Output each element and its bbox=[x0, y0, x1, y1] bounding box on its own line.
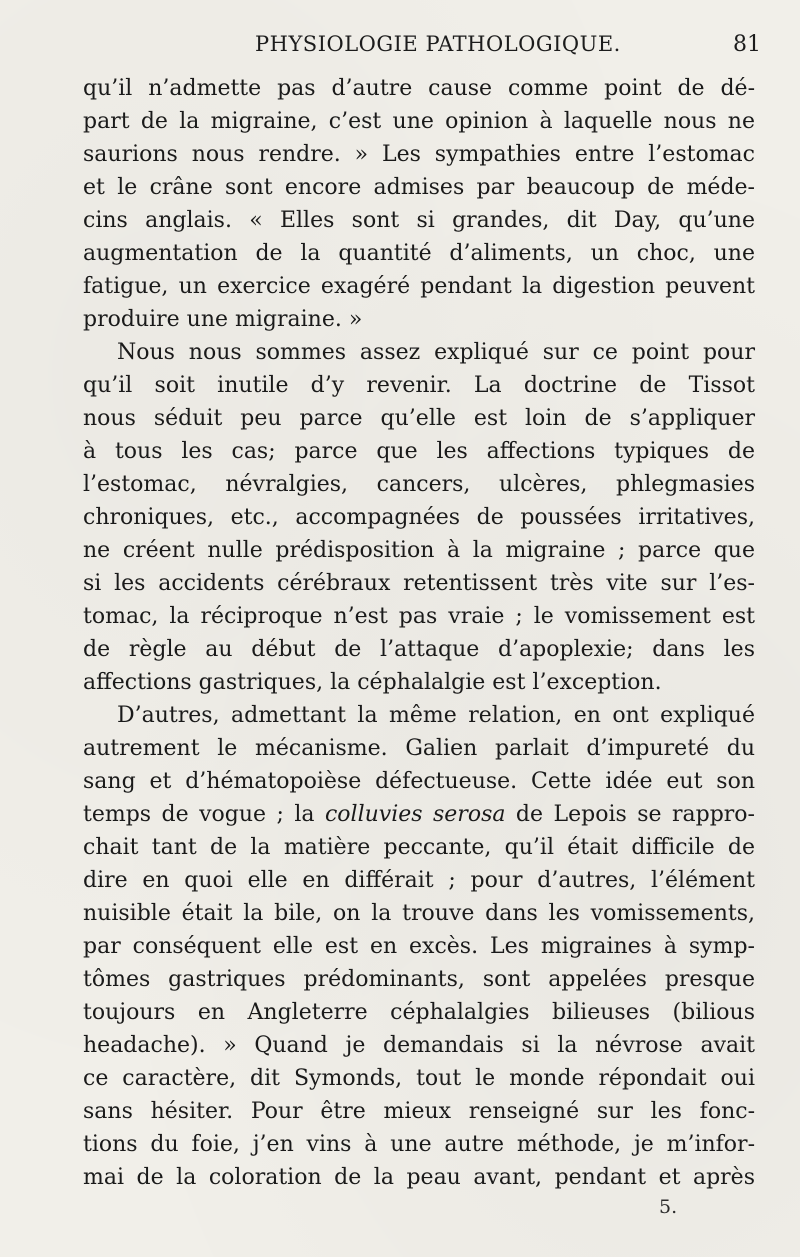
text-line: augmentation de la quantité d’aliments, un choc, une bbox=[83, 241, 755, 266]
running-title: PHYSIOLOGIE PATHOLOGIQUE. bbox=[255, 32, 621, 56]
text-line: fatigue, un exercice exagéré pendant la digestion peuvent bbox=[83, 274, 755, 299]
text-line: sang et d’hématopoièse défectueuse. Cette idée eut son bbox=[83, 769, 755, 794]
text-line: autrement le mécanisme. Galien parlait d’impureté du bbox=[83, 736, 755, 761]
text-line: de règle au début de l’attaque d’apoplexie; dans les bbox=[83, 637, 755, 662]
text-line: nous séduit peu parce qu’elle est loin de s’appliquer bbox=[83, 406, 755, 431]
text-line: et le crâne sont encore admises par beaucoup de méde- bbox=[83, 175, 755, 200]
text-line: saurions nous rendre. » Les sympathies entre l’estomac bbox=[83, 142, 755, 167]
text-line: par conséquent elle est en excès. Les migraines à symp- bbox=[83, 934, 755, 959]
text-line: si les accidents cérébraux retentissent très vite sur l’es- bbox=[83, 571, 755, 596]
text-line: tomac, la réciproque n’est pas vraie ; le vomissement est bbox=[83, 604, 755, 629]
text-line: sans hésiter. Pour être mieux renseigné sur les fonc- bbox=[83, 1099, 755, 1124]
text-line: affections gastriques, la céphalalgie est l’exception. bbox=[83, 670, 662, 695]
text-line: chroniques, etc., accompagnées de poussées irritatives, bbox=[83, 505, 755, 530]
text-line: dire en quoi elle en différait ; pour d’autres, l’élément bbox=[83, 868, 755, 893]
running-head bbox=[0, 28, 800, 68]
text-line: qu’il n’admette pas d’autre cause comme point de dé- bbox=[83, 76, 755, 101]
text-line: ce caractère, dit Symonds, tout le monde répondait oui bbox=[83, 1066, 755, 1091]
text-line: produire une migraine. » bbox=[83, 307, 363, 332]
text-line: nuisible était la bile, on la trouve dans les vomissements, bbox=[83, 901, 755, 926]
text-line: ne créent nulle prédisposition à la migraine ; parce que bbox=[83, 538, 755, 563]
text-line: D’autres, admettant la même relation, en ont expliqué bbox=[117, 703, 755, 728]
text-line: mai de la coloration de la peau avant, pendant et après bbox=[83, 1165, 755, 1190]
text-line: part de la migraine, c’est une opinion à laquelle nous ne bbox=[83, 109, 755, 134]
text-line: cins anglais. « Elles sont si grandes, dit Day, qu’une bbox=[83, 208, 755, 233]
text-line: qu’il soit inutile d’y revenir. La doctrine de Tissot bbox=[83, 373, 755, 398]
text-line: à tous les cas; parce que les affections typiques de bbox=[83, 439, 755, 464]
text-line: tions du foie, j’en vins à une autre méthode, je m’infor- bbox=[83, 1132, 755, 1157]
text-line: l’estomac, névralgies, cancers, ulcères, phlegmasies bbox=[83, 472, 755, 497]
body-text bbox=[83, 72, 755, 1194]
text-segment: de Lepois se rappro- bbox=[505, 802, 755, 827]
page-number: 81 bbox=[733, 32, 761, 57]
text-line: tômes gastriques prédominants, sont appelées presque bbox=[83, 967, 755, 992]
signature-mark: 5. bbox=[659, 1196, 678, 1218]
text-line: Nous nous sommes assez expliqué sur ce point pour bbox=[117, 340, 755, 365]
text-line: toujours en Angleterre céphalalgies bilieuses (bilious bbox=[83, 1000, 755, 1025]
text-line: chait tant de la matière peccante, qu’il était difficile de bbox=[83, 835, 755, 860]
latin-term: colluvies serosa bbox=[324, 802, 506, 827]
text-line: headache). » Quand je demandais si la névrose avait bbox=[83, 1033, 755, 1058]
text-line bbox=[83, 798, 755, 831]
text-segment: temps de vogue ; la bbox=[83, 802, 325, 827]
